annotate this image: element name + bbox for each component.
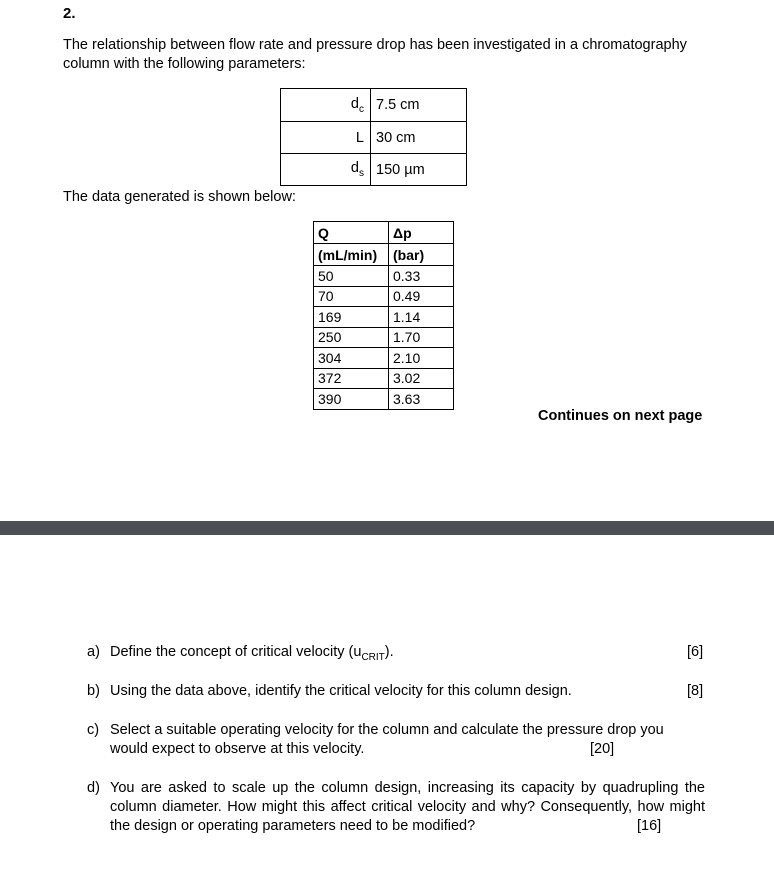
parameter-value: 150 µm (371, 154, 467, 186)
question-number: 2. (63, 5, 76, 22)
question-text: Using the data above, identify the critical velocity for this column design. (110, 683, 572, 699)
header-q-unit: (mL/min) (314, 244, 389, 266)
dp-cell: 2.10 (389, 348, 454, 369)
table-row (314, 266, 454, 287)
dp-cell: 3.02 (389, 368, 454, 389)
parameter-value: 7.5 cm (371, 89, 467, 122)
question-marks: [8] (687, 683, 704, 699)
question-label: d) (87, 780, 100, 796)
header-dp: Δp (389, 222, 454, 244)
parameter-value: 30 cm (371, 122, 467, 154)
table-row (314, 307, 454, 328)
dp-cell: 1.14 (389, 307, 454, 328)
table-row (314, 368, 454, 389)
intro-text: The relationship between flow rate and pressure drop has been investigated in a chromatography column with the following parameters: (63, 37, 687, 72)
page-divider (0, 521, 774, 535)
question-marks: [6] (687, 644, 704, 660)
parameter-symbol: $d_c$ (281, 89, 371, 122)
header-dp-unit: (bar) (389, 244, 454, 266)
question-label: b) (87, 683, 100, 699)
question-marks: [16] (637, 818, 662, 834)
data-table-header-row (314, 244, 454, 266)
dp-cell: 3.63 (389, 389, 454, 410)
q-cell: 70 (314, 286, 389, 307)
q-cell: 250 (314, 327, 389, 348)
q-cell: 304 (314, 348, 389, 369)
question-marks: [20] (590, 741, 615, 757)
table-row (314, 389, 454, 410)
q-cell: 169 (314, 307, 389, 328)
parameter-row (281, 89, 467, 122)
q-cell: 390 (314, 389, 389, 410)
dp-cell: 0.49 (389, 286, 454, 307)
question-text: Define the concept of critical velocity $(u_{CRIT})$. (110, 644, 394, 663)
table-row (314, 348, 454, 369)
parameters-table (280, 88, 467, 186)
q-cell: 50 (314, 266, 389, 287)
parameter-symbol: $d_s$ (281, 154, 371, 186)
question-label: c) (87, 722, 100, 738)
header-q: Q (314, 222, 389, 244)
question-label: a) (87, 644, 100, 660)
parameter-row (281, 122, 467, 154)
continues-note: Continues on next page (538, 408, 703, 424)
question-text: You are asked to scale up the column design, increasing its capacity by quadrupling the column diameter. How might this affect critical velocity and why? Consequently, how might the design or operating parameters need to be modified? (110, 780, 705, 834)
dp-cell: 1.70 (389, 327, 454, 348)
q-cell: 372 (314, 368, 389, 389)
table-row (314, 286, 454, 307)
data-table (313, 221, 454, 410)
data-intro-text: The data generated is shown below: (63, 189, 296, 205)
parameter-row (281, 154, 467, 186)
question-text: Select a suitable operating velocity for the column and calculate the pressure drop you would expect to observe at this velocity. (110, 722, 664, 757)
table-row (314, 327, 454, 348)
parameter-symbol: L (281, 122, 371, 154)
dp-cell: 0.33 (389, 266, 454, 287)
data-table-header-row (314, 222, 454, 244)
